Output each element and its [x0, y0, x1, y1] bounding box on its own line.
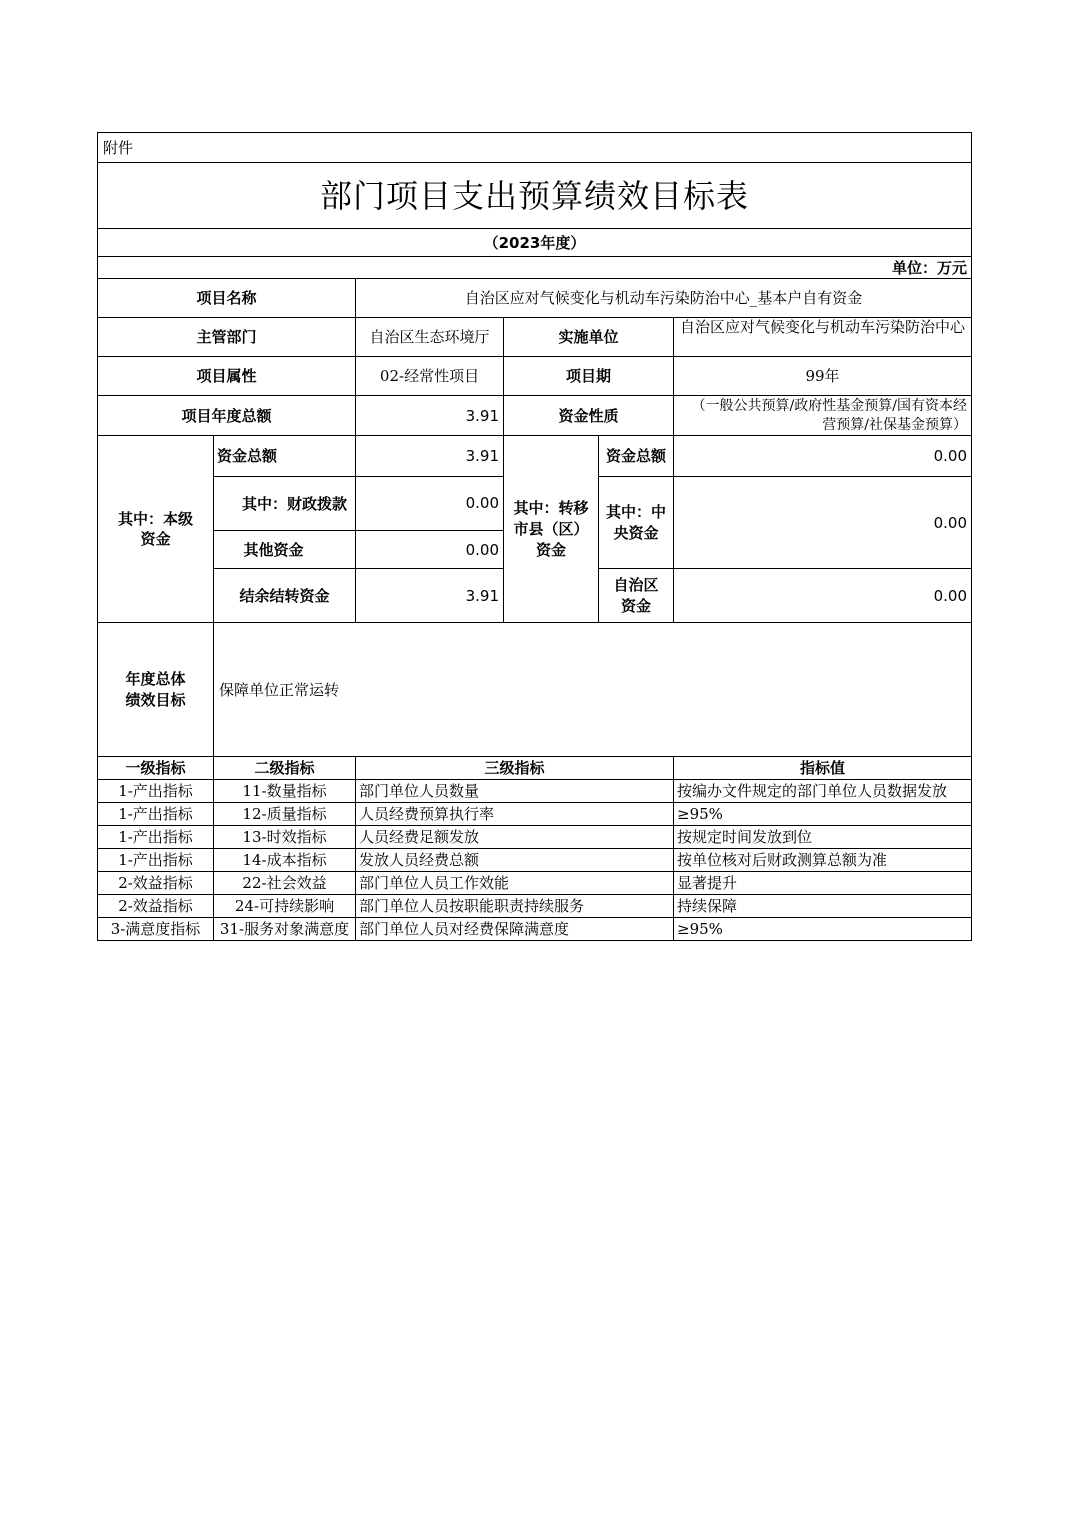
annual-goal-label: 年度总体绩效目标 — [125, 669, 186, 709]
transfer-total-label: 资金总额 — [605, 447, 666, 465]
transfer-central-label: 其中：中央资金 — [605, 502, 666, 542]
impl-unit-label: 实施单位 — [558, 328, 619, 346]
indicator-level1: 2-效益指标 — [118, 874, 193, 892]
indicator-level2: 13-时效指标 — [242, 828, 327, 846]
indicator-level2: 24-可持续影响 — [234, 897, 335, 915]
indicator-header-level1: 一级指标 — [125, 759, 186, 777]
indicator-level2: 12-质量指标 — [242, 805, 327, 823]
impl-unit-value: 自治区应对气候变化与机动车污染防治中心 — [680, 318, 966, 336]
project-attr-label: 项目属性 — [196, 367, 257, 385]
transfer-region-value: 0.00 — [933, 586, 967, 605]
annual-total-value: 3.91 — [465, 406, 499, 425]
indicator-level2: 22-社会效益 — [242, 874, 327, 892]
transfer-region-label: 自治区资金 — [613, 575, 659, 615]
indicator-value: ≥95% — [677, 805, 723, 823]
indicator-level1: 1-产出指标 — [118, 782, 193, 800]
indicator-level1: 2-效益指标 — [118, 897, 193, 915]
indicator-value: ≥95% — [677, 920, 723, 938]
indicator-header-level3: 三级指标 — [484, 759, 545, 777]
local-funds-label: 其中：本级资金 — [118, 510, 194, 548]
fund-nature-value: （一般公共预算/政府性基金预算/国有资本经营预算/社保基金预算） — [691, 397, 967, 433]
project-name-label: 项目名称 — [196, 289, 257, 307]
annual-total-label: 项目年度总额 — [181, 406, 272, 425]
indicator-level1: 1-产出指标 — [118, 805, 193, 823]
fund-nature-label: 资金性质 — [558, 406, 619, 425]
indicator-level2: 31-服务对象满意度 — [219, 920, 350, 938]
local-other-value: 0.00 — [465, 540, 499, 559]
local-fiscal-value: 0.00 — [465, 494, 499, 512]
indicator-level2: 11-数量指标 — [242, 782, 327, 800]
border-right — [971, 132, 972, 941]
indicator-level3: 发放人员经费总额 — [359, 851, 480, 869]
indicator-value: 显著提升 — [677, 874, 738, 892]
indicator-level1: 1-产出指标 — [118, 828, 193, 846]
local-total-label: 资金总额 — [217, 447, 278, 465]
indicator-level3: 部门单位人员对经费保障满意度 — [359, 920, 570, 938]
fiscal-year: （2023年度） — [483, 233, 586, 252]
indicator-level3: 部门单位人员按职能职责持续服务 — [359, 897, 585, 915]
local-fiscal-label: 其中：财政拨款 — [242, 494, 348, 513]
indicator-value: 按单位核对后财政测算总额为准 — [677, 851, 888, 869]
project-name-value: 自治区应对气候变化与机动车污染防治中心_基本户自有资金 — [464, 289, 863, 307]
page-title: 部门项目支出预算绩效目标表 — [319, 176, 749, 215]
dept-value: 自治区生态环境厅 — [369, 328, 490, 346]
indicator-value: 按规定时间发放到位 — [677, 828, 813, 846]
transfer-central-value: 0.00 — [933, 513, 967, 532]
project-period-value: 99年 — [805, 367, 840, 385]
indicator-level3: 部门单位人员工作效能 — [359, 874, 510, 892]
indicator-level3: 部门单位人员数量 — [359, 782, 480, 800]
project-attr-value: 02-经常性项目 — [379, 367, 480, 385]
indicator-level3: 人员经费足额发放 — [359, 828, 480, 846]
indicator-level1: 3-满意度指标 — [110, 920, 201, 938]
local-carryover-label: 结余结转资金 — [239, 586, 330, 605]
local-total-value: 3.91 — [465, 447, 499, 465]
indicator-value: 持续保障 — [677, 897, 738, 915]
indicator-level1: 1-产出指标 — [118, 851, 193, 869]
indicator-value: 按编办文件规定的部门单位人员数据发放 — [677, 782, 948, 800]
transfer-total-value: 0.00 — [933, 447, 967, 465]
project-period-label: 项目期 — [565, 367, 611, 385]
dept-label: 主管部门 — [196, 328, 257, 346]
local-other-label: 其他资金 — [243, 540, 304, 559]
annual-goal-value: 保障单位正常运转 — [219, 680, 340, 699]
rule-bottom — [97, 940, 972, 941]
indicator-header-value: 指标值 — [799, 759, 845, 777]
indicator-level2: 14-成本指标 — [242, 851, 327, 869]
local-carryover-value: 3.91 — [465, 586, 499, 605]
attachment-label: 附件 — [103, 138, 134, 157]
unit-label: 单位：万元 — [891, 258, 967, 277]
indicator-header-level2: 二级指标 — [254, 759, 315, 777]
transfer-funds-label: 其中：转移市县（区）资金 — [513, 498, 589, 559]
indicator-level3: 人员经费预算执行率 — [359, 805, 495, 823]
